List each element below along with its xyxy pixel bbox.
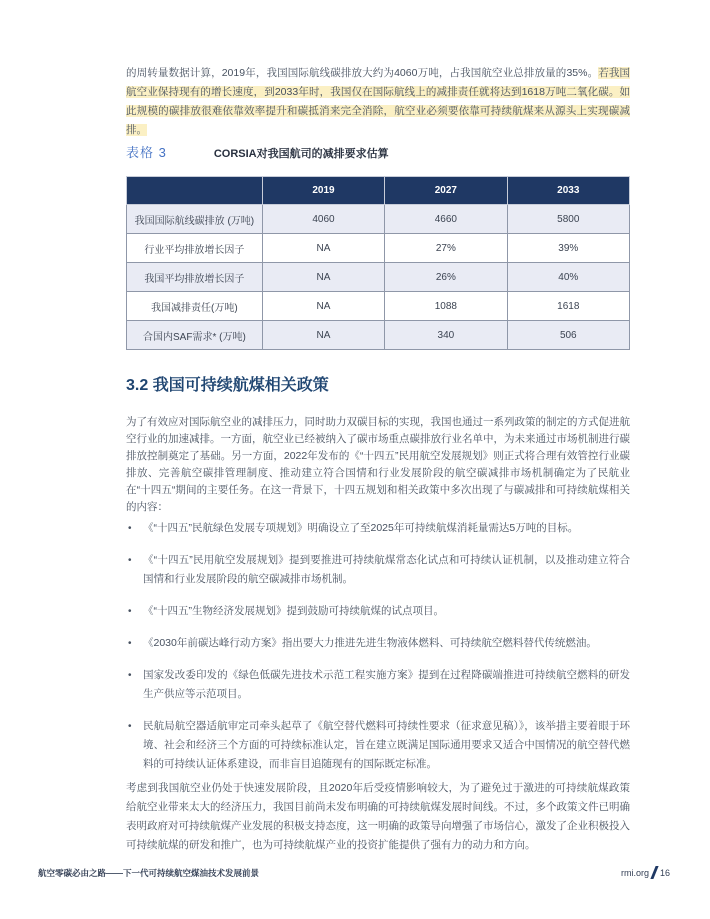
table-row [127,263,630,292]
cell-value: 40% [507,263,629,292]
intro-text: 的周转量数据计算，2019年，我国国际航线碳排放大约为4060万吨，占我国航空业总排放量的35%。 [126,67,599,79]
table-row [127,205,630,234]
cell-value: 506 [507,321,629,350]
policy-paragraph: 为了有效应对国际航空业的减排压力，同时助力双碳目标的实现，我国也通过一系列政策的制定的方式促进航空行业的加速减排。一方面，航空业已经被纳入了碳市场重点碳排放行业名单中，为未来通过市场机制进行碳排放控制奠定了基础。另一方面，2022年发布的《“十四五”民用航空发展规划》则正式将合理有效管控行业碳排放、完善航空碳排管理制度、推动建立符合国情和行业发展阶段的航空碳减排市场机制确定为了民航业在“十四五“期间的主要任务。在这一背景下，十四五规划和相关政策中多次出现了与碳减排和可持续航煤相关的内容： [126,416,630,513]
bullet-icon: • [128,555,132,566]
bullet-icon: • [128,606,132,617]
cell-value: 1618 [507,292,629,321]
intro-paragraph [126,64,630,140]
closing-paragraph: 考虑到我国航空业仍处于快速发展阶段，且2020年后受疫情影响较大，为了避免过于激进的可持续航煤政策给航空业带来太大的经济压力，我国目前尚未发布明确的可持续航煤发展时间线。不过，多个政策文件已明确表明政府对可持续航煤产业发展的积极支持态度，这一明确的政策导向增强了市场信心，激发了企业积极投入可持续航煤的研发和推广，也为可持续航煤产业的投资扩能提供了强有力的动力和方向。 [126,782,630,851]
table-header-2027: 2027 [385,177,507,205]
row-label: 行业平均排放增长因子 [127,234,263,263]
footer-pagination [621,866,670,879]
footer-page-number: 16 [659,867,670,878]
bullet-text: 国家发改委印发的《绿色低碳先进技术示范工程实施方案》提到在过程降碳端推进可持续航空燃料的研发生产供应等示范项目。 [143,669,630,700]
row-label: 我国国际航线碳排放 (万吨) [127,205,263,234]
bullet-item [126,666,630,704]
cell-value: NA [262,263,384,292]
bullet-text: 《2030年前碳达峰行动方案》指出要大力推进先进生物液体燃料、可持续航空燃料替代传统燃油。 [143,637,597,649]
cell-value: 4660 [385,205,507,234]
row-label: 我国平均排放增长因子 [127,263,263,292]
cell-value: NA [262,321,384,350]
cell-value: 1088 [385,292,507,321]
bullet-icon: • [128,523,132,534]
bullet-item [126,717,630,774]
bullet-text: 《“十四五”民用航空发展规划》提到要推进可持续航煤常态化试点和可持续认证机制，以及推动建立符合国情和行业发展阶段的航空碳减排市场机制。 [143,554,630,585]
table-header-2033: 2033 [507,177,629,205]
bullet-text: 《“十四五”生物经济发展规划》提到鼓励可持续航煤的试点项目。 [143,605,444,617]
table-row [127,234,630,263]
cell-value: NA [262,234,384,263]
table-row [127,292,630,321]
page-footer [38,866,670,879]
bullet-item [126,634,630,653]
table-header-2019: 2019 [262,177,384,205]
cell-value: 27% [385,234,507,263]
cell-value: 26% [385,263,507,292]
policy-bullet-list [126,519,630,787]
cell-value: 5800 [507,205,629,234]
table-row [127,321,630,350]
bullet-text: 民航局航空器适航审定司牵头起草了《航空替代燃料可持续性要求（征求意见稿）》，该举措主要着眼于环境、社会和经济三个方面的可持续标准认定，旨在建立既满足国际通用要求又适合中国情况的航空替代燃料的可持续认证体系建设，而非盲目追随现有的国际既定标准。 [143,720,630,770]
bullet-item [126,551,630,589]
table-title: CORSIA对我国航司的减排要求估算 [213,148,389,160]
row-label: 我国减排责任(万吨) [127,292,263,321]
section-heading: 3.2 我国可持续航煤相关政策 [126,377,329,394]
bullet-icon: • [128,721,132,732]
intro-text-highlighted: 若我国航空业保持现有的增长速度，到2033年时，我国仅在国际航线上的减排责任就将达到1618万吨二氧化碳。如此规模的碳排放很难依靠效率提升和碳抵消来完全消除，航空业必须要依靠可持续航煤来从源头上实现碳减排。 [126,67,631,136]
bullet-item [126,602,630,621]
footer-slash-icon [650,866,658,879]
row-label: 合国内SAF需求* (万吨) [127,321,263,350]
cell-value: 39% [507,234,629,263]
footer-site-link[interactable]: rmi.org [620,867,649,878]
table-caption-row [126,142,630,161]
bullet-item [126,519,630,538]
table-label: 表格 3 [126,145,167,160]
table-header-row [127,177,630,205]
footer-report-title: 航空零碳必由之路——下一代可持续航空煤油技术发展前景 [38,867,260,878]
bullet-icon: • [128,638,132,649]
bullet-icon: • [128,670,132,681]
bullet-text: 《“十四五”民航绿色发展专项规划》明确设立了至2025年可持续航煤消耗量需达5万吨的目标。 [143,522,579,534]
cell-value: 340 [385,321,507,350]
corsia-requirements-table [126,176,630,350]
cell-value: NA [262,292,384,321]
table-header-blank [127,177,263,205]
cell-value: 4060 [262,205,384,234]
